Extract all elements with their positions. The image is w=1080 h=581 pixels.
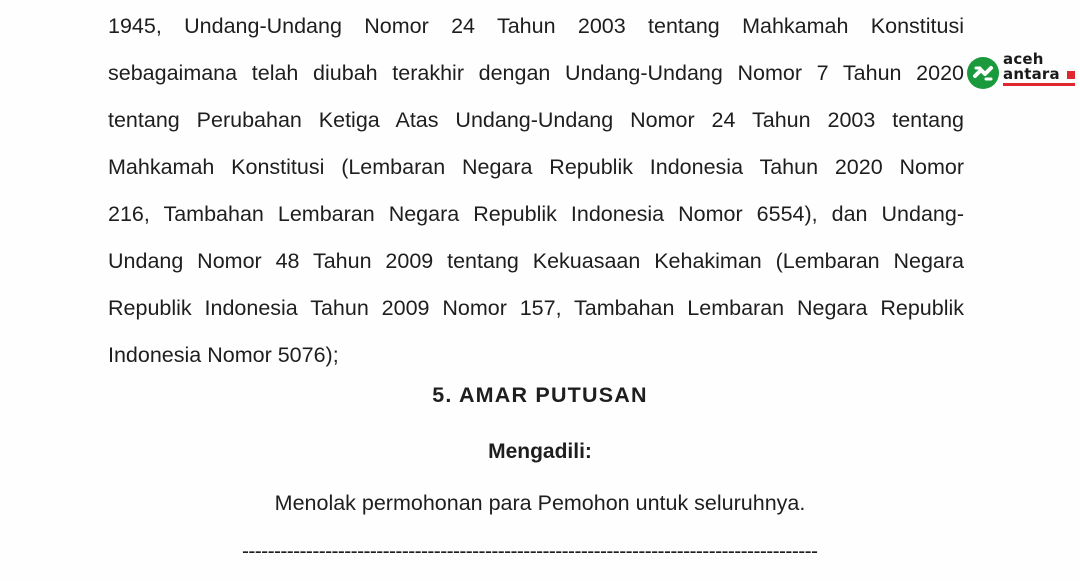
body-text-line: Undang Nomor 48 Tahun 2009 tentang Kekuasaan Kehakiman (Lembaran Negara — [108, 249, 964, 273]
verdict-text: Menolak permohonan para Pemohon untuk seluruhnya. — [274, 491, 806, 515]
body-text-line: Mahkamah Konstitusi (Lembaran Negara Republik Indonesia Tahun 2020 Nomor — [108, 155, 964, 179]
watermark-logo — [966, 52, 1076, 92]
body-text-line: tentang Perubahan Ketiga Atas Undang-Undang Nomor 24 Tahun 2003 tentang — [108, 108, 964, 132]
logo-text-antara: antara — [1003, 65, 1060, 83]
logo-text-aceh: aceh — [1003, 50, 1044, 68]
sub-heading: Mengadili: — [488, 440, 592, 463]
section-heading: 5. AMAR PUTUSAN — [432, 383, 648, 407]
antara-logo-icon — [966, 56, 1000, 90]
body-text-line: 216, Tambahan Lembaran Negara Republik Indonesia Nomor 6554), dan Undang- — [108, 202, 964, 226]
logo-flag-mark — [1067, 71, 1075, 79]
logo-tagline-bar — [1003, 83, 1075, 86]
separator-dashes: ------------------------------------------------------------------------------------------ — [242, 540, 818, 563]
body-text-line: sebagaimana telah diubah terakhir dengan Undang-Undang Nomor 7 Tahun 2020 — [108, 61, 964, 85]
body-text-line: 1945, Undang-Undang Nomor 24 Tahun 2003 tentang Mahkamah Konstitusi — [108, 14, 964, 38]
body-text-line-last: Indonesia Nomor 5076); — [108, 343, 339, 367]
body-text-line: Republik Indonesia Tahun 2009 Nomor 157, Tambahan Lembaran Negara Republik — [108, 296, 964, 320]
